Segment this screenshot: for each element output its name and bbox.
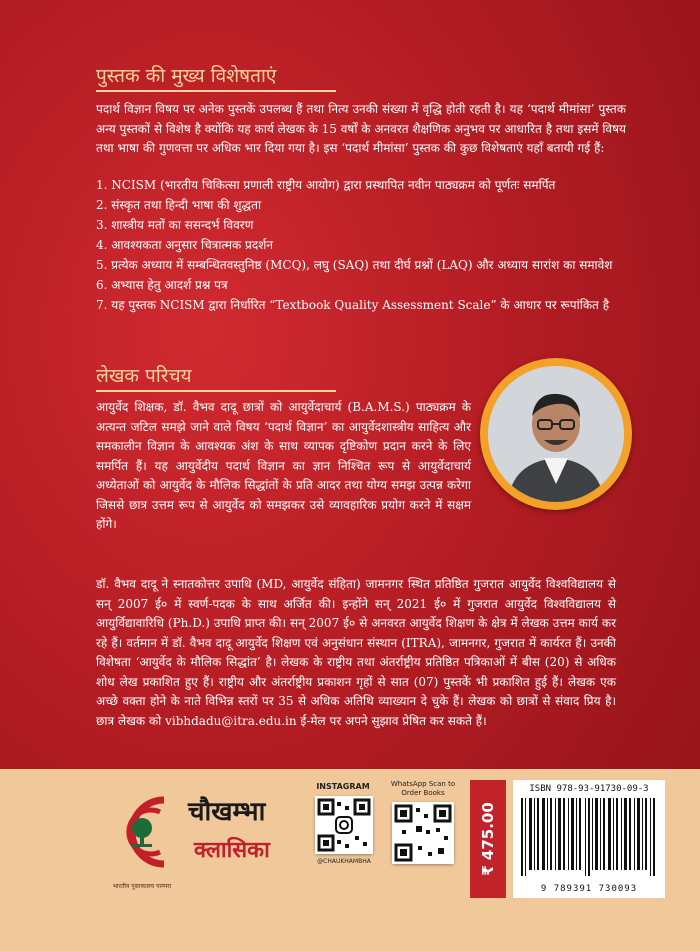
instagram-qr-icon [315, 796, 373, 854]
feature-item: 6. अभ्यास हेतु आदर्श प्रश्न पत्र [96, 278, 228, 292]
feature-item: 2. संस्कृत तथा हिन्दी भाषा की शुद्धता [96, 198, 262, 212]
instagram-qr[interactable] [315, 796, 373, 854]
whatsapp-qr-icon [392, 802, 454, 864]
barcode-icon [519, 798, 659, 876]
feature-item: 1. NCISM (भारतीय चिकित्सा प्रणाली राष्ट्रीय आयोग) द्वारा प्रस्थापित नवीन पाठ्यक्रम को पूर्णतः समर्पित [96, 178, 556, 192]
features-title-rule [96, 90, 336, 92]
instagram-label: INSTAGRAM [316, 782, 370, 791]
author-title-rule [96, 390, 336, 392]
isbn-barcode-box [513, 780, 665, 898]
author-photo [480, 358, 632, 510]
features-list [96, 175, 636, 315]
features-title: पुस्तक की मुख्य विशेषताएं [96, 65, 277, 87]
barcode-number: 9 789391 730093 [540, 884, 638, 894]
publisher-name: चौखम्भा [188, 797, 266, 827]
logo-tagline: भारतीय पुस्तकालय परम्परा [112, 883, 172, 890]
publisher-sub: क्लासिका [194, 838, 270, 863]
price-tag [470, 780, 506, 898]
feature-item: 5. प्रत्येक अध्याय में सम्बन्धितवस्तुनिष्ठ (MCQ), लघु (SAQ) तथा दीर्घ प्रश्नों (LAQ) और अध्याय सारांश का समावेश [96, 258, 613, 272]
feature-item: 7. यह पुस्तक NCISM द्वारा निर्धारित “Textbook Quality Assessment Scale” के आधार पर रूपांकित है [96, 298, 610, 312]
isbn-text: ISBN 978-93-91730-09-3 [529, 784, 649, 794]
whatsapp-label: WhatsApp Scan to Order Books [390, 780, 456, 797]
whatsapp-qr[interactable] [392, 802, 454, 864]
author-para-2: डॉ. वैभव दादू ने स्नातकोत्तर उपाधि (MD, आयुर्वेद संहिता) जामनगर स्थित प्रतिष्ठित गुजरात आयुर्वेद विश्वविद्यालय से सन् 2007 ई० में स्वर्ण-पदक के साथ अर्जित की। इन्होंने सन् 2021 ई० में गुजरात आयुर्वेद विश्वविद्यालय से आयुर्विद्यावारिधि (Ph.D.) उपाधि प्राप्त की। सन् 2007 ई० से अनवरत आयुर्वेद शिक्षण के क्षेत्र में लेखक उत्तम कार्य कर रहे हैं। वर्तमान में डॉ. वैभव दादू आयुर्वेद शिक्षण एवं अनुसंधान संस्थान (ITRA), जामनगर, गुजरात में कार्यरत हैं। उनकी विशेषता ‘आयुर्वेद के मौलिक सिद्धांत’ है। लेखक के राष्ट्रीय तथा अंतर्राष्ट्रीय प्रतिष्ठित पत्रिकाओं में बीस (20) से अधिक शोध लेख प्रकाशित हुए हैं। राष्ट्रीय और अंतर्राष्ट्रीय प्रकाशन गृहों से सात (07) पुस्तकें भी प्रकाशित हुई हैं। लेखक एक अच्छे वक्ता होने के नाते विभिन्न स्तरों पर 35 से अधिक अतिथि व्याख्यान दे चुके हैं। लेखक को छात्रों से संवाद प्रिय है। छात्र लेखक को vibhdadu@itra.edu.in ई-मेल पर अपने सुझाव प्रेषित कर सकते हैं। [96, 577, 616, 728]
features-intro: पदार्थ विज्ञान विषय पर अनेक पुस्तकें उपलब्ध हैं तथा नित्य उनकी संख्या में वृद्धि होती रहती है। यह ‘पदार्थ मीमांसा’ पुस्तक अन्य पुस्तकों से विशेष है क्योंकि यह कार्य लेखक के 15 वर्षों के अनवरत शैक्षणिक अनुभव पर आधारित है तथा इसमें विषय तथा भाषा की गुणवत्ता पर अधिक भार दिया गया है। इस ‘पदार्थ मीमांसा’ पुस्तक की कुछ विशेषताएं यहाँ बतायी गई हैं: [96, 102, 626, 155]
author-title: लेखक परिचय [96, 365, 192, 387]
publisher-logo-icon [104, 782, 180, 882]
author-para-1: आयुर्वेद शिक्षक, डॉ. वैभव दादू छात्रों को आयुर्वेदाचार्य (B.A.M.S.) पाठ्यक्रम के अत्यन्त जटिल समझे जाने वाले विषय ‘पदार्थ विज्ञान’ का आयुर्वेदशास्त्रीय साहित्य और समकालीन विज्ञान के आवश्यक अंश के साथ व्यापक दृष्टिकोण प्रदान करने के लिए समर्पित हैं। यह आयुर्वेदीय पदार्थ विज्ञान का ज्ञान निश्चित रूप से आयुर्वेदाचार्य अध्येताओं को आयुर्वेद के मौलिक सिद्धांतों के प्रति आदर तथा योग्य समझ उत्पन्न करेगा जिससे छात्र उत्तम रूप से आयुर्वेद को समझकर उसे व्यावहारिक प्रयोग करने में सक्षम होंगे। [96, 400, 471, 531]
feature-item: 3. शास्त्रीय मतों का ससन्दर्भ विवरण [96, 218, 254, 232]
instagram-handle: @CHAUKHAMBHA [317, 858, 371, 865]
price-value: ₹ 475.00 [479, 802, 498, 876]
person-icon [488, 366, 624, 502]
feature-item: 4. आवश्यकता अनुसार चित्रात्मक प्रदर्शन [96, 238, 274, 252]
publisher-logo [104, 782, 180, 902]
